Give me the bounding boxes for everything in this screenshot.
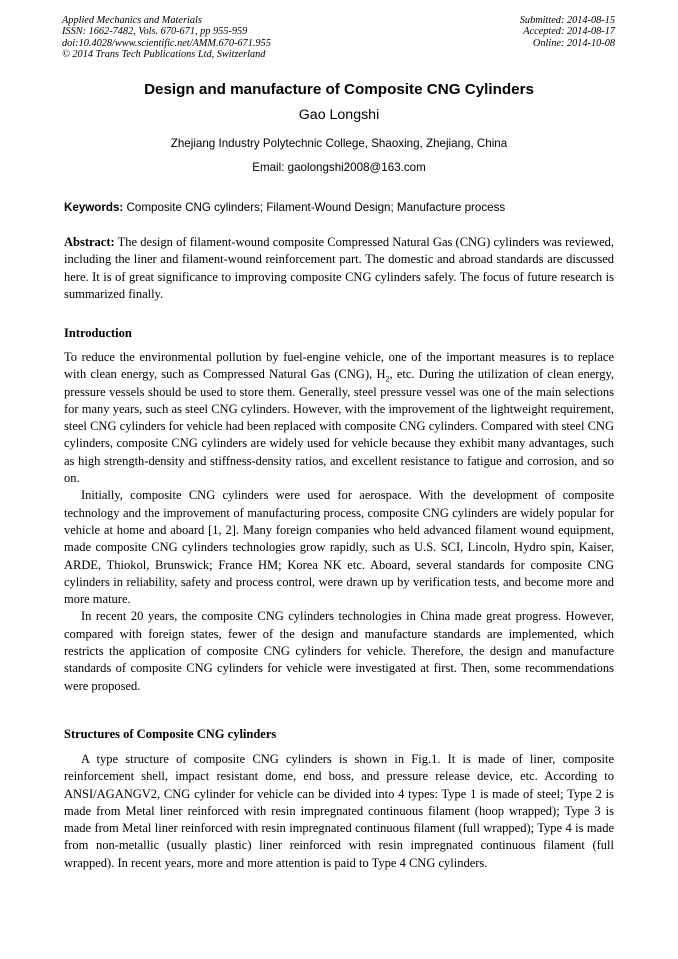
issn-line: ISSN: 1662-7482, Vols. 670-671, pp 955-959 [62,26,248,38]
affiliation: Zhejiang Industry Polytechnic College, Shaoxing, Zhejiang, China [170,137,508,150]
dates-info [520,15,615,49]
journal-name: Applied Mechanics and Materials [62,15,202,26]
author-email: Email: gaolongshi2008@163.com [252,161,426,174]
keywords-label: Keywords: [64,201,124,214]
copyright-line: © 2014 Trans Tech Publications Ltd, Switzerland [62,48,266,60]
abstract [64,234,614,303]
author-name: Gao Longshi [298,107,380,123]
section-heading-introduction: Introduction [64,326,132,340]
journal-info [62,15,271,60]
abstract-label: Abstract: [64,235,115,249]
structures-body [64,751,614,872]
paragraph: In recent 20 years, the composite CNG cylinders technologies in China made great progress. However, compared with foreign states, fewer of the design and manufacture standards are implemented, which restricts the application of composite CNG cylinders for vehicle. Therefore, the design and manufacture standards of composite CNG cylinders for vehicle were investigated at first. Then, some recommendations were proposed. [64,609,614,693]
submitted-date: Submitted: 2014-08-15 [519,15,615,26]
paper-title: Design and manufacture of Composite CNG Cylinders [144,81,534,98]
keywords-text: Composite CNG cylinders; Filament-Wound Design; Manufacture process [126,201,506,214]
keywords [64,201,505,214]
section-heading-structures: Structures of Composite CNG cylinders [64,727,277,741]
online-date: Online: 2014-10-08 [532,37,615,49]
paragraph: To reduce the environmental pollution by fuel-engine vehicle, one of the important measures is to replace with clean energy, such as Compressed Natural Gas (CNG), $H_2$, etc. During the utilization of clean energy, pressure vessels should be used to store them. Generally, steel pressure vessel was one of the main selections for many years, such as steel CNG cylinders. However, with the improvement of the lightweight requirement, steel CNG cylinders for vehicle had been replaced with composite CNG cylinders. Compared with steel CNG cylinders, composite CNG cylinders are widely used for vehicle because they exhibit many advantages, such as high strength-density and stiffness-density ratios, and excellent resistance to fatigue and corrosion, and so on. [64,350,615,486]
abstract-text: The design of filament-wound composite Compressed Natural Gas (CNG) cylinders was reviewed, including the liner and filament-wound reinforcement part. The domestic and abroad standards are discussed here. It is of great significance to improving composite CNG cylinders safely. The focus of future research is summarized finally. [64,235,615,301]
introduction-body [64,349,614,695]
doi-line: doi:10.4028/www.scientific.net/AMM.670-671.955 [62,37,271,49]
paragraph: A type structure of composite CNG cylinders is shown in Fig.1. It is made of liner, composite reinforcement shell, impact resistant dome, end boss, and pressure release device, etc. According to ANSI/AGANGV2, CNG cylinder for vehicle can be divided into 4 types: Type 1 is made of steel; Type 2 is made from Metal liner reinforced with resin impregnated continuous filament (hoop wrapped); Type 3 is made from Metal liner reinforced with resin impregnated continuous filament (full wrapped); Type 4 is made from non-metallic (usually plastic) liner reinforced with resin impregnated continuous filament (full wrapped). In recent years, more and more attention is paid to Type 4 CNG cylinders. [64,752,614,870]
accepted-date: Accepted: 2014-08-17 [523,26,615,38]
paragraph: Initially, composite CNG cylinders were used for aerospace. With the development of composite technology and the improvement of manufacturing process, composite CNG cylinders are widely popular for vehicle at home and aboard [1, 2]. Many foreign companies who held advanced filament wound equipment, made composite CNG cylinders technologies grow rapidly, such as U.S. SCI, Lincoln, Hydro spin, Kaiser, ARDE, Thiokol, Brunswick; France HM; Korea NK etc. Aboard, several standards for composite CNG cylinders in reliability, safety and process control, were drawn up by verification tests, and become more and more mature. [64,488,614,607]
